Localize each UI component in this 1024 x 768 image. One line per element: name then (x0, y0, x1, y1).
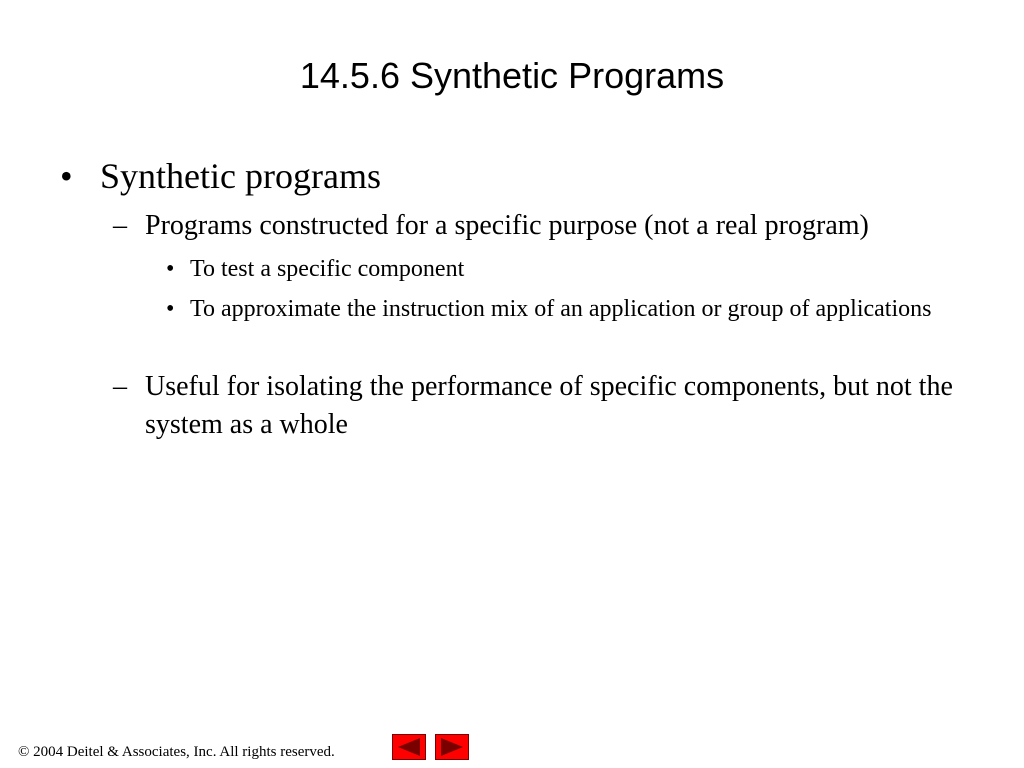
bullet-level-3 (166, 252, 960, 286)
previous-slide-button[interactable] (392, 734, 426, 760)
dash-marker: – (113, 371, 127, 402)
bullet-text: To approximate the instruction mix of an application or group of applications (190, 296, 932, 322)
bullet-text: To test a specific component (190, 256, 465, 282)
bullet-text: Useful for isolating the performance of specific components, but not the system as a whole (145, 371, 953, 440)
slide-title: 14.5.6 Synthetic Programs (299, 55, 725, 96)
copyright-footer: © 2004 Deitel & Associates, Inc. All rights reserved. (18, 744, 335, 760)
bullet-text: Programs constructed for a specific purpose (not a real program) (145, 210, 869, 241)
next-slide-button[interactable] (435, 734, 469, 760)
bullet-marker: • (166, 256, 175, 282)
bullet-level-2 (113, 207, 975, 245)
dash-marker: – (113, 210, 127, 241)
bullet-text: Synthetic programs (100, 156, 381, 196)
bullet-level-1 (60, 153, 980, 199)
bullet-level-3 (166, 292, 960, 326)
bullet-marker: • (60, 156, 73, 196)
bullet-marker: • (166, 296, 175, 322)
right-arrow-icon (436, 735, 468, 759)
left-arrow-icon (393, 735, 425, 759)
bullet-level-2 (113, 368, 975, 444)
